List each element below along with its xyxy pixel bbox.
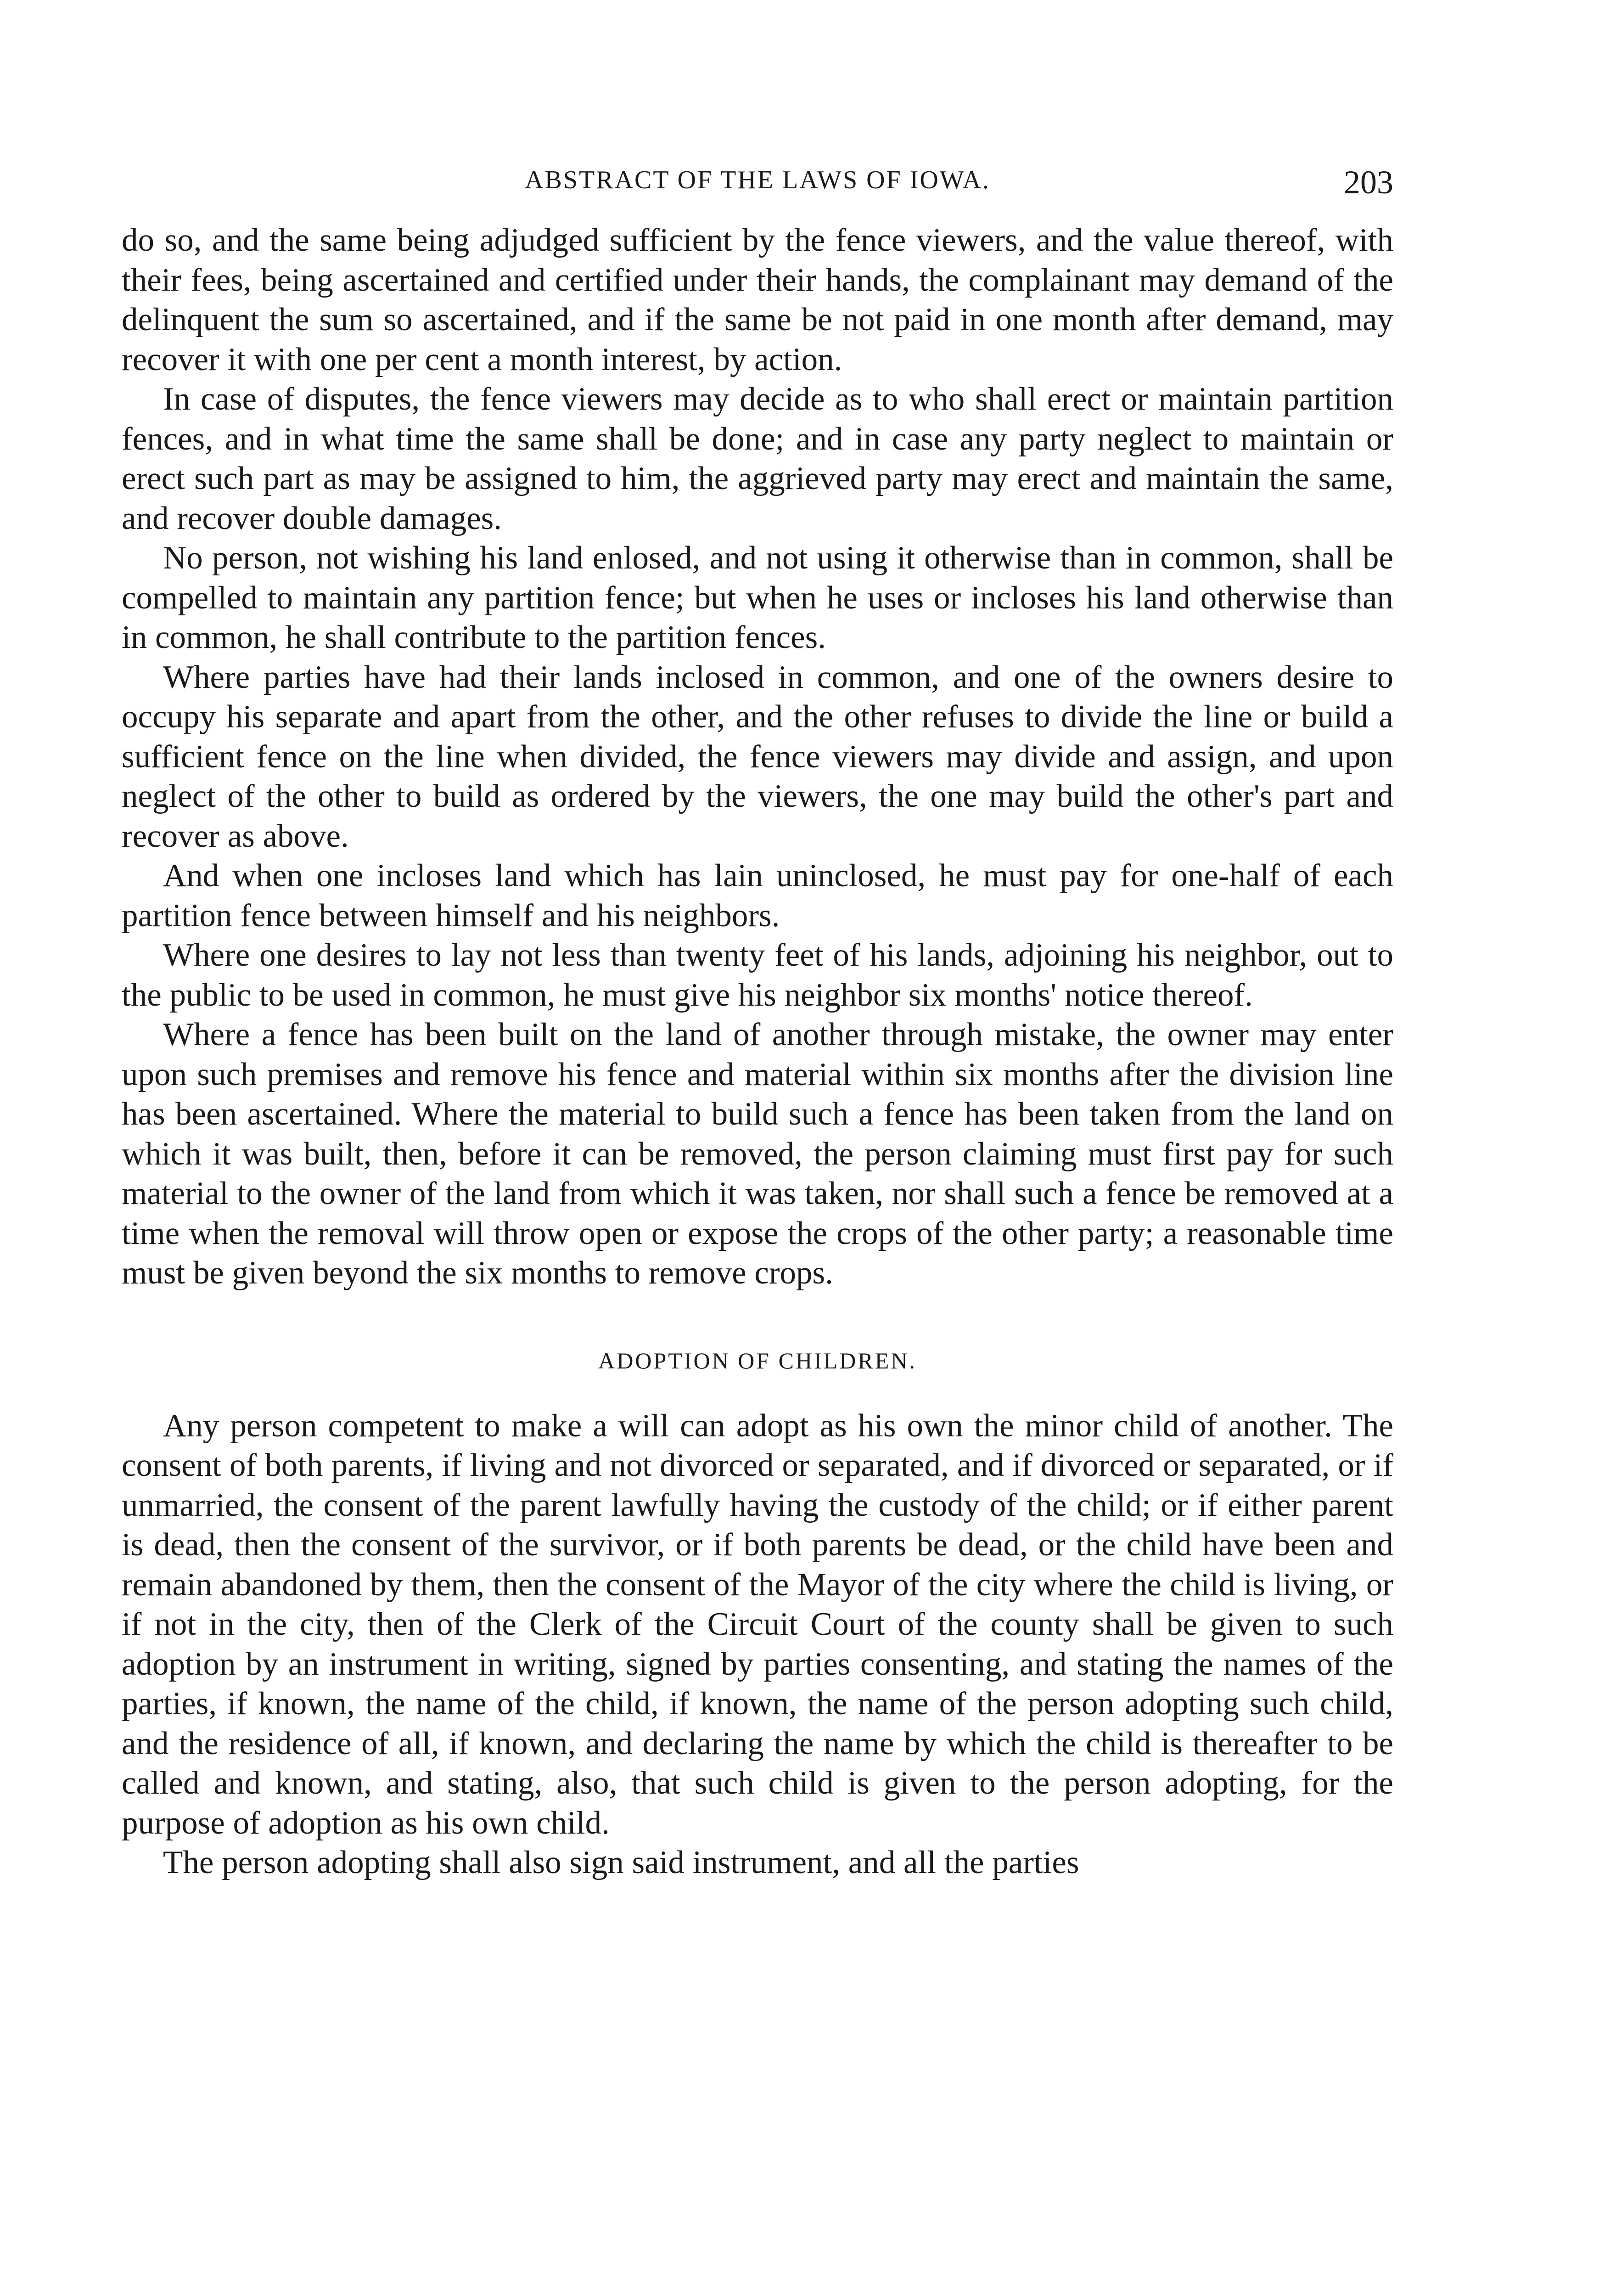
section-heading-adoption: ADOPTION OF CHILDREN. xyxy=(598,1347,917,1373)
running-title: ABSTRACT OF THE LAWS OF IOWA. xyxy=(525,166,990,194)
paragraph-continuation: do so, and the same being adjudged sufficient by the fence viewers, and the value thereof, with their fees, being ascertained and certified under their hands, the complainant may demand of the delinquent the sum so ascertained, and if the same be not paid in one month after demand, may recover it with one per cent a month interest, by action. xyxy=(122,222,1393,377)
paragraph-separate-occupation: Where parties have had their lands inclosed in common, and one of the owners desire to occupy his separate and apart from the other, and the other refuses to divide the line or build a sufficient fence on the line when divided, the fence viewers may divide and assign, and upon neglect of the other to build as ordered by the viewers, the one may build the other's part and recover as above. xyxy=(122,659,1393,854)
running-head xyxy=(122,165,1393,220)
book-page xyxy=(122,165,1393,2296)
fences-section xyxy=(122,220,1393,1293)
adoption-section xyxy=(122,1406,1393,1883)
page-number: 203 xyxy=(1344,164,1393,201)
paragraph-adoption-consent: Any person competent to make a will can adopt as his own the minor child of another. The consent of both parents, if living and not divorced or separated, and if divorced or separated, or if unmarried, the consent of the parent lawfully having the custody of the child; or if either parent is dead, then the consent of the survivor, or if both parents be dead, or the child have been and remain abandoned by them, then the consent of the Mayor of the city where the child is living, or if not in the city, then of the Clerk of the Circuit Court of the county shall be given to such adoption by an instrument in writing, signed by parties consenting, and stating the names of the parties, if known, the name of the child, if known, the name of the person adopting such child, and the residence of all, if known, and declaring the name by which the child is thereafter to be called and known, and stating, also, that such child is given to the person adopting, for the purpose of adoption as his own child. xyxy=(122,1407,1393,1841)
paragraph-public-use: Where one desires to lay not less than twenty feet of his lands, adjoining his neighbor, out to the public to be used in common, he must give his neighbor six months' notice thereof. xyxy=(122,937,1393,1013)
paragraph-inclosing-land: And when one incloses land which has lain uninclosed, he must pay for one-half of each partition fence between himself and his neighbors. xyxy=(122,858,1393,934)
paragraph-common-land: No person, not wishing his land enlosed, and not using it otherwise than in common, shall be compelled to maintain any partition fence; but when he uses or incloses his land otherwise than in common, he shall contribute to the partition fences. xyxy=(122,540,1393,655)
paragraph-disputes: In case of disputes, the fence viewers may decide as to who shall erect or maintain partition fences, and in what time the same shall be done; and in case any party neglect to maintain or erect such part as may be assigned to him, the aggrieved party may erect and maintain the same, and recover double damages. xyxy=(122,381,1393,536)
paragraph-mistaken-fence: Where a fence has been built on the land of another through mistake, the owner may enter upon such premises and remove his fence and material within six months after the division line has been ascertained. Where the material to build such a fence has been taken from the land on which it was built, then, before it can be removed, the person claiming must first pay for such material to the owner of the land from which it was taken, nor shall such a fence be removed at a time when the removal will throw open or expose the crops of the other party; a reasonable time must be given beyond the six months to remove crops. xyxy=(122,1017,1393,1291)
paragraph-adoption-signature: The person adopting shall also sign said instrument, and all the parties xyxy=(163,1845,1079,1880)
